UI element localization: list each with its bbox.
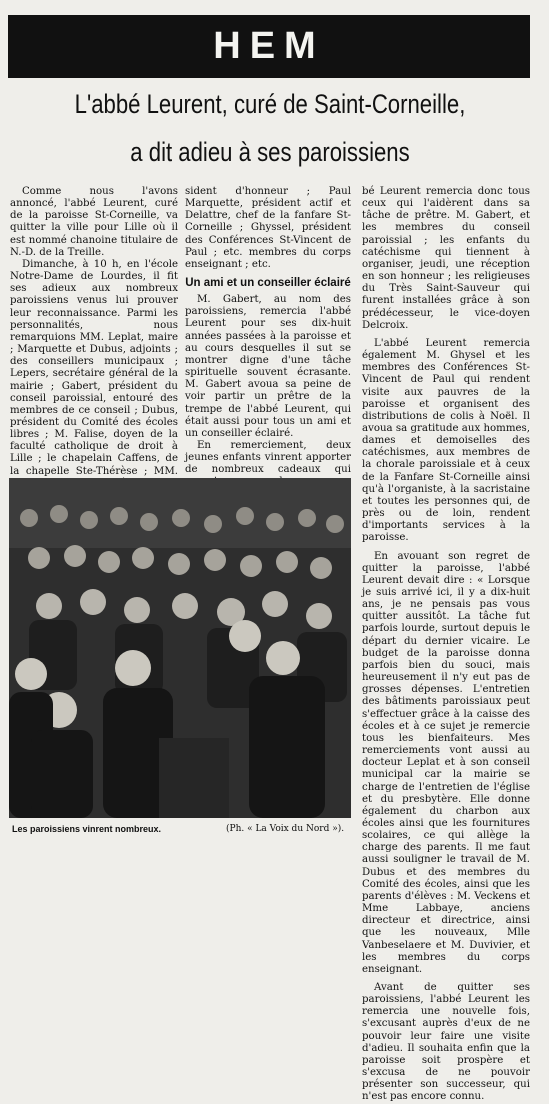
paragraph: sident d'honneur ; Paul Marquette, président actif et Delattre, chef de la fanfare St-Corneille ; Ghyssel, président des Conférences St-Vincent de Paul ; etc. membres du corps enseignant ; etc. xyxy=(185,186,351,270)
article-column-3 xyxy=(362,186,530,1104)
crowd-photo xyxy=(9,478,351,818)
paragraph: Dimanche, à 10 h, en l'école Notre-Dame de Lourdes, il fit ses adieux aux nombreux paroissiens venus lui prouver leur reconnaissance. Parmi les personnalités, nous remarquions MM. Leplat, maire ; Marquette et Dubus, adjoints ; des conseillers municipaux ; Lepers, secrétaire général de la mairie ; Gabert, président du conseil paroissial, entouré des membres de ce conseil ; Dubus, président du Comité des écoles libres ; M. Falise, doyen de la faculté catholique de droit à Lille ; le chapelain Caffens, de la chapelle Ste-Thérèse ; MM. xyxy=(10,258,178,477)
paragraph: M. Gabert, au nom des paroissiens, remercia l'abbé Leurent pour ses dix-huit années passées à la paroisse et au cours desquelles il sut se montrer digne d'une tâche spirituelle souvent écrasante. M. Gabert avoua sa peine de voir partir un prêtre de la trempe de l'abbé Leurent, qui était aussi pour tous un ami et un conseiller éclairé. xyxy=(185,294,351,439)
headline-line-2: a dit adieu à ses paroissiens xyxy=(130,137,410,167)
section-header-band xyxy=(8,15,530,78)
paragraph: bé Leurent remercia donc tous ceux qui l'aidèrent dans sa tâche de prêtre. M. Gabert, et les membres du conseil paroissial ; les enfants du catéchisme qui tiennent à organiser, jeudi, une réception en son honneur ; les religieuses du Très Saint-Sauveur qui furent installées grâce à son prédécesseur, le vice-doyen Delcroix. xyxy=(362,186,530,331)
photo-caption: Les paroissiens vinrent nombreux. xyxy=(12,824,162,834)
crowd-photo-image xyxy=(9,478,351,818)
photo-credit: (Ph. « La Voix du Nord »). xyxy=(226,824,345,834)
headline-line-1: L'abbé Leurent, curé de Saint-Corneille, xyxy=(74,89,466,119)
paragraph: Avant de quitter ses paroissiens, l'abbé Leurent les remercia une nouvelle fois, s'excusant auprès d'eux de ne pouvoir leur faire une visite d'adieu. Il souhaita enfin que la paroisse soit prospère et s'excusa de ne pouvoir présenter son successeur, qui n'est pas encore connu. xyxy=(362,982,530,1103)
paragraph: L'abbé Leurent remercia également M. Ghysel et les membres des Conférences St-Vincent de Paul qui rendent visite aux pauvres de la paroisse et organisent des distributions de colis à Noël. Il avoua sa gratitude aux hommes, dames et demoiselles des catéchismes, aux membres de la chorale paroissiale et à ceux de la Fanfare St-Corneille ainsi qu'à l'organiste, à la sacristaine et toutes les personnes qui, de près ou de loin, rendent d'importants services à la paroisse. xyxy=(362,337,530,544)
paragraph: Comme nous l'avons annoncé, l'abbé Leurent, curé de la paroisse St-Corneille, va quitter la ville pour Lille où il est nommé chanoine titulaire de N.-D. de la Treille. xyxy=(10,186,178,258)
section-title: HEM xyxy=(213,25,325,67)
paragraph: En avouant son regret de quitter la paroisse, l'abbé Leurent devait dire : « Lorsque je suis arrivé ici, il y a dix-huit ans, je ne pensais pas vous quitter aussitôt. La tâche fut parfois lourde, surtout depuis le départ du dernier vicaire. Le budget de la paroisse donna parfois bien du souci, mais heureusement il n'y eut pas de grosses dépenses. L'entretien des bâtiments paroissiaux peut s'effectuer grâce à la caisse des écoles et à ce sujet je remercie tous les bienfaiteurs. Mes remerciements vont aussi au docteur Leplat et à son conseil municipal car la mairie se charge de l'entretien de l'église et du presbytère. Elle donne également du charbon aux écoles ainsi que les fournitures scolaires, ce qui allège la charge des parents. Il me faut aussi souligner le travail de M. Dubus et des membres du Comité des écoles, ainsi que les parents d'élèves : M. Veckens et Mme Labbaye, anciens directeur et directrice, ainsi que les nouveaux, Mlle Vanbeselaere et M. Duvivier, et les membres du corps enseignant. xyxy=(362,550,530,975)
paragraph: En remerciement, deux jeunes enfants vinrent apporter de nombreux cadeaux qui xyxy=(185,439,351,476)
subheading: Un ami et un conseiller éclairé xyxy=(185,277,351,290)
